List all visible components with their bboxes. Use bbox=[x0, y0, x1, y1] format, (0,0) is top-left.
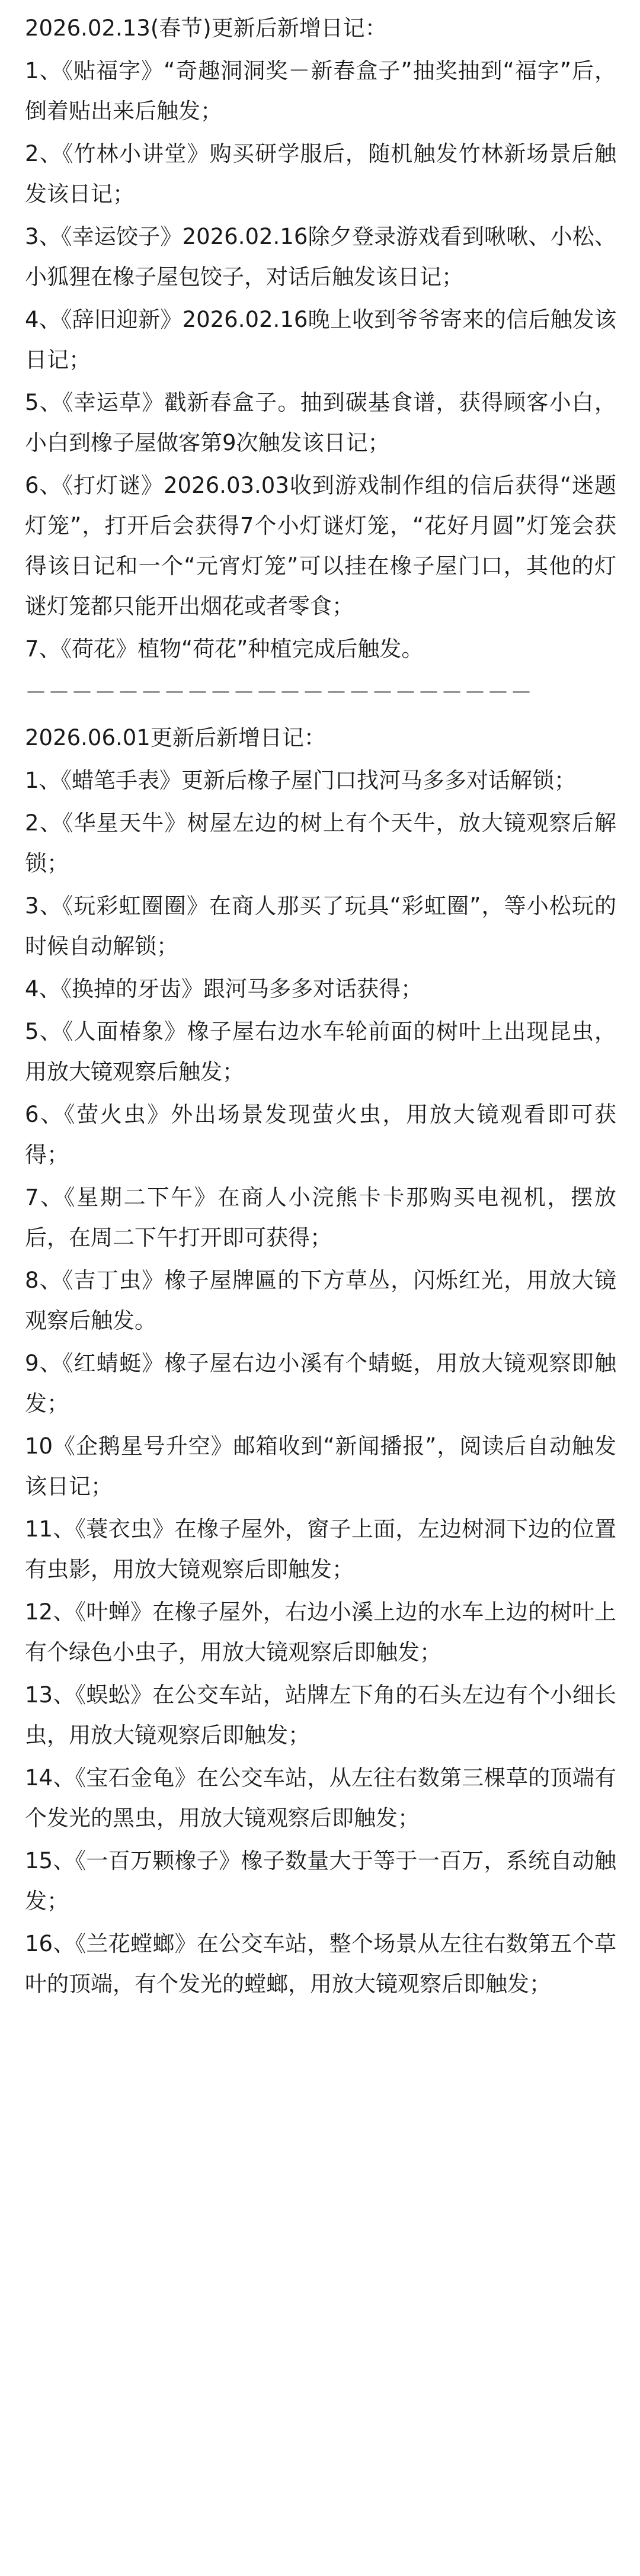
diary-entry: 6、《萤火虫》外出场景发现萤火虫，用放大镜观看即可获得； bbox=[25, 1102, 616, 1167]
diary-entry: 6、《打灯谜》2026.03.03收到游戏制作组的信后获得“迷题灯笼”，打开后会获得7个小灯谜灯笼，“花好月圆”灯笼会获得该日记和一个“元宵灯笼”可以挂在橡子屋门口，其他的灯谜灯笼都只能开出烟花或者零食； bbox=[25, 473, 616, 619]
section-title: 2026.02.13(春节)更新后新增日记： bbox=[25, 15, 387, 41]
diary-entry: 7、《星期二下午》在商人小浣熊卡卡那购买电视机，摆放后，在周二下午打开即可获得； bbox=[25, 1185, 616, 1250]
diary-entry: 7、《荷花》植物“荷花”种植完成后触发。 bbox=[25, 636, 424, 662]
diary-entry: 12、《叶蝉》在橡子屋外，右边小溪上边的水车上边的树叶上有个绿色小虫子，用放大镜观察后即触发； bbox=[25, 1599, 616, 1665]
diary-entry: 9、《红蜻蜓》橡子屋右边小溪有个蜻蜓，用放大镜观察即触发； bbox=[25, 1350, 616, 1416]
diary-entry: 16、《兰花螳螂》在公交车站，整个场景从左往右数第五个草叶的顶端，有个发光的螳螂，用放大镜观察后即触发； bbox=[25, 1931, 616, 1997]
diary-entry: 1、《蜡笔手表》更新后橡子屋门口找河马多多对话解锁； bbox=[25, 768, 577, 793]
section-title: 2026.06.01更新后新增日记： bbox=[25, 725, 326, 750]
diary-entry: 5、《幸运草》戳新春盒子。抽到碳基食谱，获得顾客小白，小白到橡子屋做客第9次触发该日记； bbox=[25, 390, 616, 455]
diary-entry: 4、《辞旧迎新》2026.02.16晚上收到爷爷寄来的信后触发该日记； bbox=[25, 307, 616, 373]
diary-entry: 15、《一百万颗橡子》橡子数量大于等于一百万，系统自动触发； bbox=[25, 1848, 616, 1914]
diary-entry: 8、《吉丁虫》橡子屋牌匾的下方草丛，闪烁红光，用放大镜观察后触发。 bbox=[25, 1268, 616, 1333]
section-spring-festival bbox=[25, 8, 616, 669]
diary-entry: 3、《幸运饺子》2026.02.16除夕登录游戏看到啾啾、小松、小狐狸在橡子屋包饺子，对话后触发该日记； bbox=[25, 224, 616, 290]
diary-entry: 11、《蓑衣虫》在橡子屋外，窗子上面，左边树洞下边的位置有虫影，用放大镜观察后即触发； bbox=[25, 1516, 616, 1582]
diary-entry: 4、《换掉的牙齿》跟河马多多对话获得； bbox=[25, 976, 423, 1002]
diary-entry: 2、《华星天牛》树屋左边的树上有个天牛，放大镜观察后解锁； bbox=[25, 810, 616, 876]
diary-entry: 13、《蜈蚣》在公交车站，站牌左下角的石头左边有个小细长虫，用放大镜观察后即触发； bbox=[25, 1682, 616, 1748]
section-june-update bbox=[25, 718, 616, 2004]
section-divider: －－－－－－－－－－－－－－－－－－－－－－ bbox=[25, 680, 533, 705]
diary-entry: 3、《玩彩虹圈圈》在商人那买了玩具“彩虹圈”，等小松玩的时候自动解锁； bbox=[25, 893, 616, 959]
diary-entry: 14、《宝石金龟》在公交车站，从左往右数第三棵草的顶端有个发光的黑虫，用放大镜观察后即触发； bbox=[25, 1765, 616, 1831]
diary-entry: 1、《贴福字》“奇趣洞洞奖－新春盒子”抽奖抽到“福字”后，倒着贴出来后触发； bbox=[25, 58, 616, 124]
diary-entry: 2、《竹林小讲堂》购买研学服后，随机触发竹林新场景后触发该日记； bbox=[25, 141, 616, 207]
diary-entry: 5、《人面椿象》橡子屋右边水车轮前面的树叶上出现昆虫，用放大镜观察后触发； bbox=[25, 1019, 616, 1085]
diary-entry: 10《企鹅星号升空》邮箱收到“新闻播报”，阅读后自动触发该日记； bbox=[25, 1433, 616, 1499]
